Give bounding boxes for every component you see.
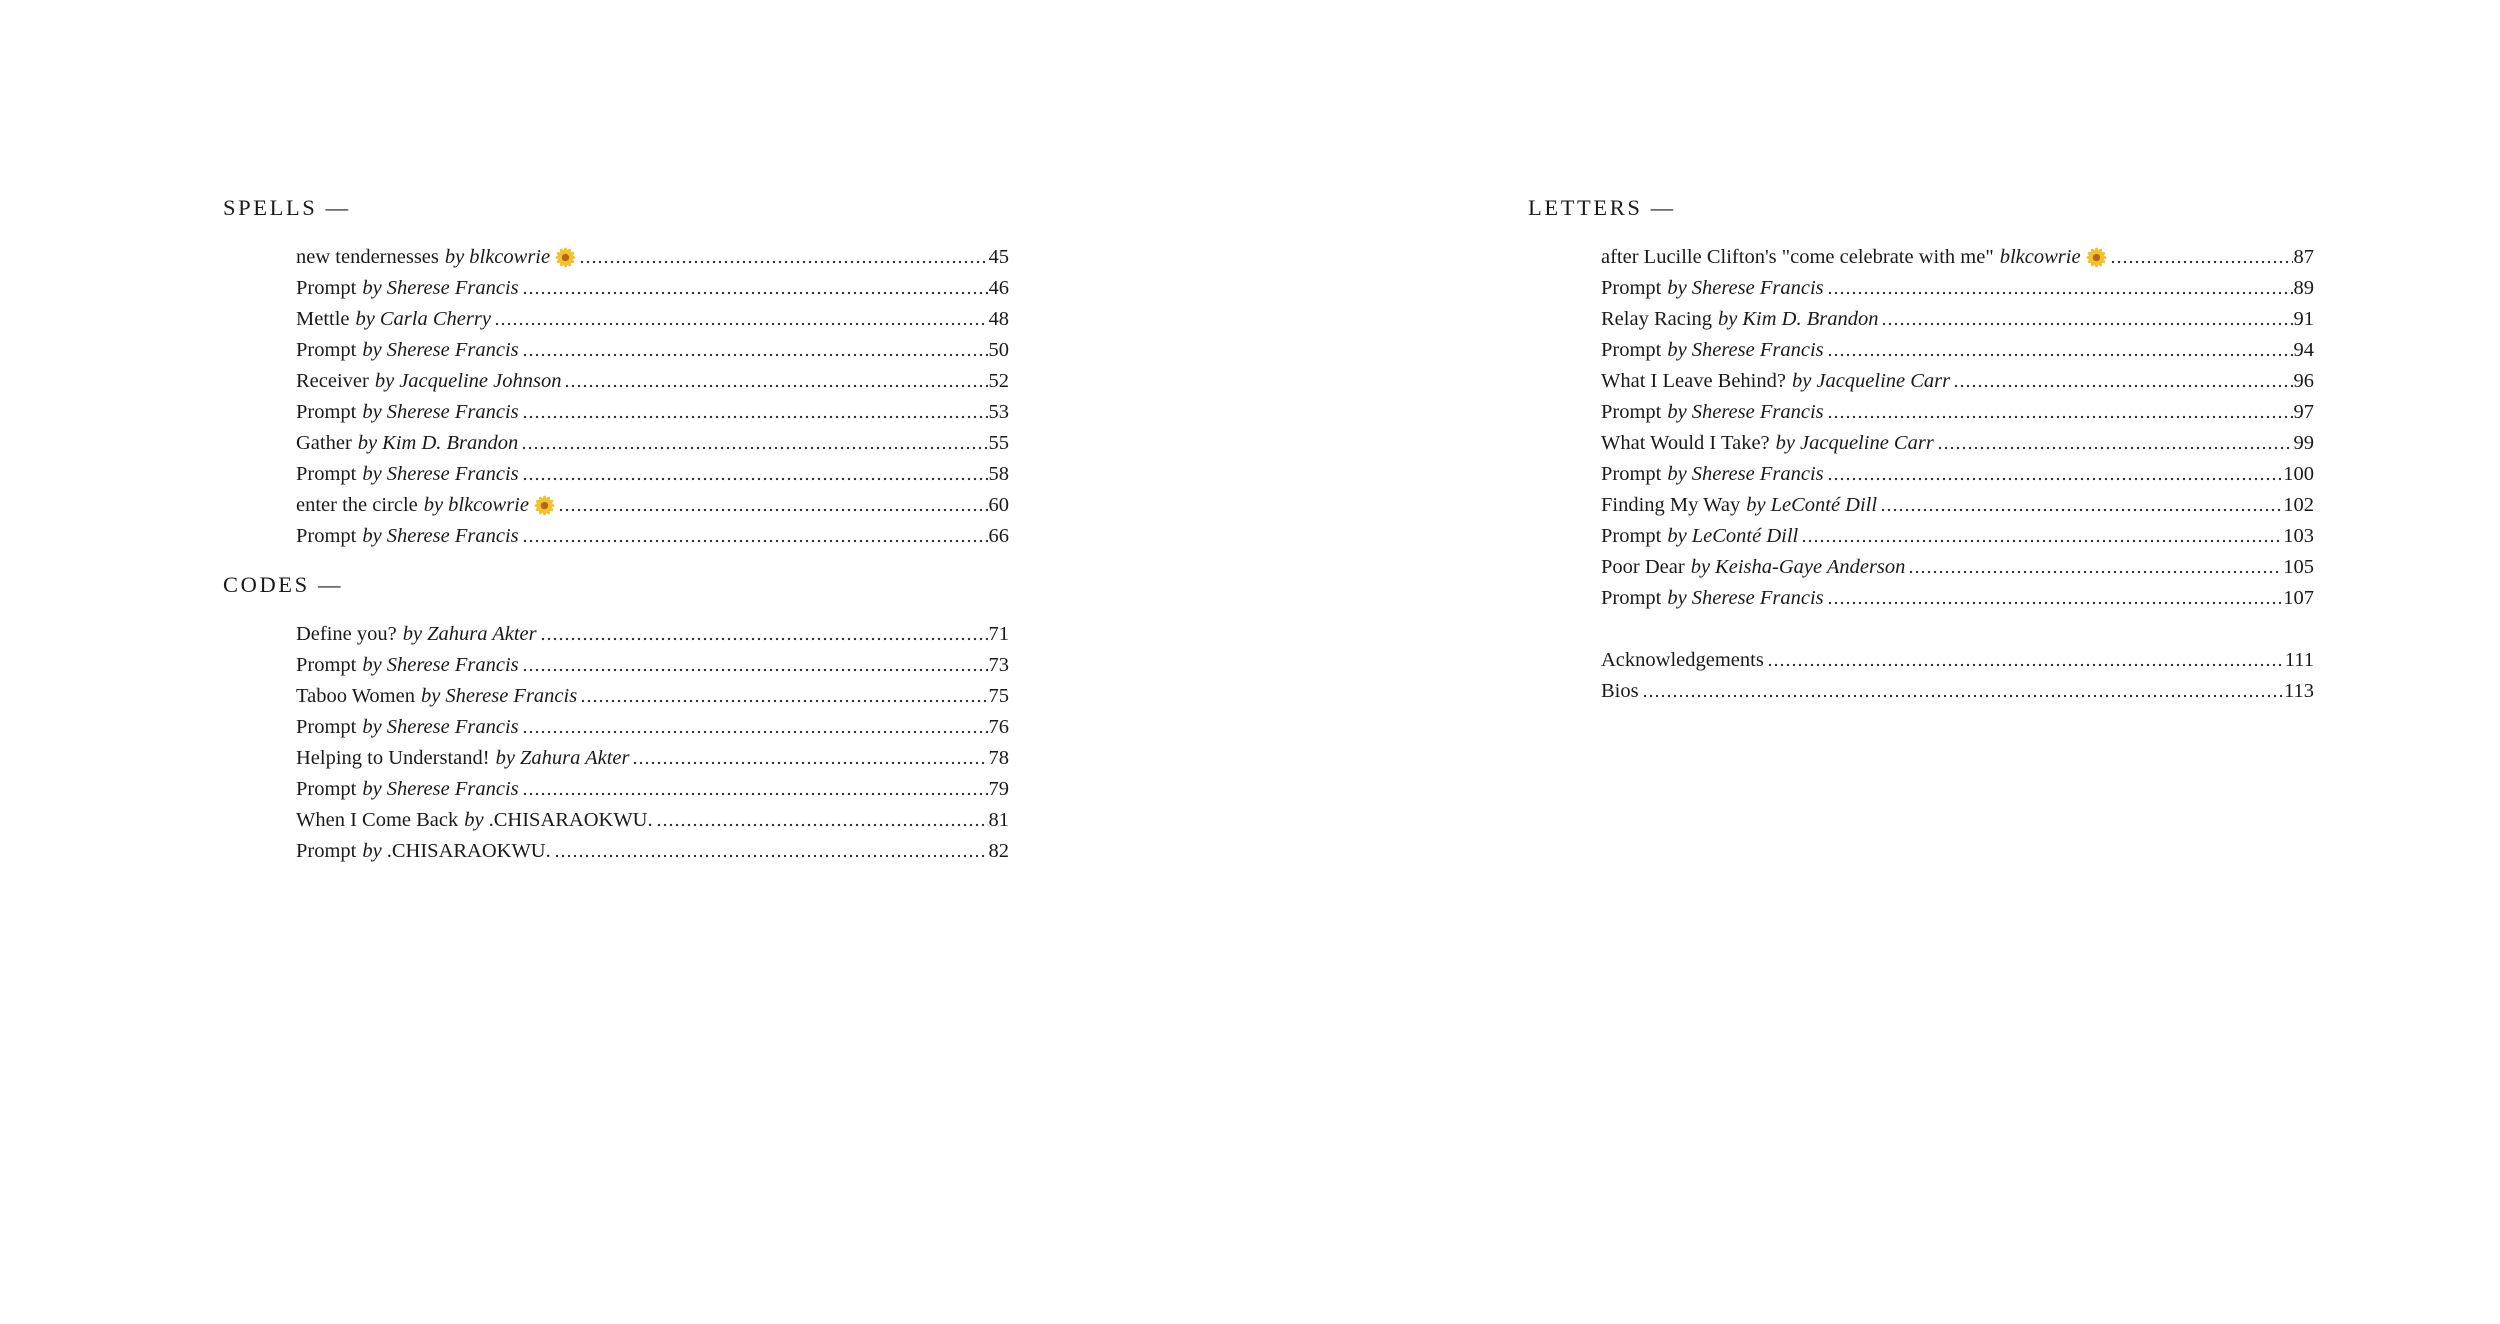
entry-author: Sherese Francis: [386, 463, 519, 485]
entry-by: by: [362, 277, 382, 299]
toc-entry[interactable]: [296, 805, 1009, 836]
entry-author: Sherese Francis: [386, 716, 519, 738]
entry-page-number: 45: [988, 246, 1009, 268]
dot-leader: [522, 289, 988, 297]
dot-leader: [1827, 475, 2283, 483]
toc-entry[interactable]: [296, 273, 1009, 304]
entry-by: by: [362, 716, 382, 738]
entry-by: by: [1791, 370, 1812, 392]
entry-title: Finding My Way: [1601, 494, 1741, 516]
entry-title: Prompt: [296, 654, 357, 676]
dot-leader: [1880, 506, 2282, 514]
entry-title: Prompt: [296, 525, 357, 547]
entry-title: Gather: [296, 432, 352, 454]
entry-page-number: 87: [2293, 246, 2314, 268]
toc-list-letters: [1601, 242, 2314, 707]
entry-title: Define you?: [296, 623, 397, 645]
entry-by: by: [495, 747, 515, 769]
section-heading-codes: CODES —: [223, 572, 344, 597]
entry-title: Helping to Understand!: [296, 747, 490, 769]
dot-leader: [521, 444, 987, 452]
entry-page-number: 53: [988, 401, 1009, 423]
entry-page-number: 105: [2283, 556, 2314, 578]
entry-author: Sherese Francis: [386, 339, 519, 361]
dot-leader: [1827, 413, 2293, 421]
entry-by: by: [1667, 525, 1687, 547]
dot-leader: [1908, 568, 2282, 576]
entry-by: by: [362, 840, 382, 862]
toc-entry[interactable]: [1601, 273, 2314, 304]
dot-leader: [540, 635, 988, 643]
toc-entry[interactable]: [296, 681, 1009, 712]
entry-title: Prompt: [1601, 277, 1662, 299]
entry-by: by: [362, 778, 382, 800]
entry-page-number: 81: [988, 809, 1009, 831]
sunflower-icon: [555, 247, 576, 268]
entry-page-number: 97: [2293, 401, 2314, 423]
entry-author: Jacqueline Carr: [1800, 432, 1934, 454]
entry-page-number: 66: [988, 525, 1009, 547]
entry-title: Prompt: [1601, 463, 1662, 485]
entry-title: Mettle: [296, 308, 350, 330]
entry-page-number: 48: [988, 308, 1009, 330]
toc-entry[interactable]: [1601, 583, 2314, 614]
entry-title: When I Come Back: [296, 809, 459, 831]
entry-by: by: [1667, 401, 1687, 423]
entry-author: blkcowrie: [469, 246, 551, 268]
entry-page-number: 50: [988, 339, 1009, 361]
entry-by: by: [420, 685, 441, 707]
toc-entry[interactable]: [1601, 552, 2314, 583]
entry-author: Carla Cherry: [379, 308, 491, 330]
dot-leader: [1642, 692, 2283, 700]
toc-entry[interactable]: [296, 397, 1009, 428]
dot-leader: [522, 790, 988, 798]
dot-leader: [579, 258, 987, 266]
entry-page-number: 58: [988, 463, 1009, 485]
dot-leader: [522, 351, 988, 359]
entry-title: Receiver: [296, 370, 369, 392]
entry-author: LeConté Dill: [1691, 525, 1799, 547]
entry-title: Prompt: [296, 277, 357, 299]
entry-by: by: [423, 494, 444, 516]
entry-author: LeConté Dill: [1770, 494, 1878, 516]
entry-page-number: 79: [988, 778, 1009, 800]
entry-author: Sherese Francis: [445, 685, 578, 707]
entry-author: Sherese Francis: [386, 654, 519, 676]
entry-page-number: 111: [2284, 649, 2314, 671]
entry-page-number: 55: [988, 432, 1009, 454]
dot-leader: [522, 413, 988, 421]
entry-author: .CHISARAOKWU.: [488, 809, 653, 831]
toc-list-spells: [296, 242, 1009, 552]
toc-entry[interactable]: [296, 304, 1009, 335]
dot-leader: [522, 537, 988, 545]
section-heading-spells: SPELLS —: [223, 195, 351, 220]
dot-leader: [632, 759, 987, 767]
dot-leader: [564, 382, 987, 390]
toc-entry[interactable]: [1601, 397, 2314, 428]
entry-author: blkcowrie: [448, 494, 529, 516]
entry-title: Taboo Women: [296, 685, 415, 707]
entry-by: by: [362, 654, 382, 676]
dot-leader: [522, 666, 988, 674]
entry-title: What I Leave Behind?: [1601, 370, 1786, 392]
entry-by: by: [1667, 277, 1687, 299]
entry-title: Prompt: [1601, 587, 1662, 609]
entry-page-number: 75: [988, 685, 1009, 707]
dot-leader: [1827, 599, 2283, 607]
entry-by: by: [1667, 463, 1687, 485]
toc-entry[interactable]: [1601, 490, 2314, 521]
dot-leader: [1767, 661, 2284, 669]
toc-entry[interactable]: [296, 743, 1009, 774]
entry-title: Prompt: [1601, 401, 1662, 423]
entry-author: Kim D. Brandon: [382, 432, 519, 454]
toc-entry[interactable]: [1601, 521, 2314, 552]
entry-title: Prompt: [296, 401, 357, 423]
entry-title: Prompt: [296, 840, 357, 862]
entry-page-number: 73: [988, 654, 1009, 676]
entry-by: by: [1667, 339, 1687, 361]
entry-title: Prompt: [1601, 525, 1662, 547]
entry-page-number: 71: [988, 623, 1009, 645]
toc-list-codes: [296, 619, 1009, 867]
entry-by: by: [1718, 308, 1738, 330]
toc-entry[interactable]: [1601, 428, 2314, 459]
entry-title: enter the circle: [296, 494, 418, 516]
entry-author: Jacqueline Johnson: [399, 370, 562, 392]
toc-entry[interactable]: [1601, 459, 2314, 490]
entry-page-number: 52: [988, 370, 1009, 392]
entry-author: Kim D. Brandon: [1742, 308, 1879, 330]
toc-entry[interactable]: [1601, 304, 2314, 335]
entry-title: new tendernesses: [296, 246, 439, 268]
entry-by: by: [362, 401, 382, 423]
entry-by: by: [362, 525, 382, 547]
toc-entry[interactable]: [296, 366, 1009, 397]
entry-author: Sherese Francis: [1691, 339, 1824, 361]
entry-page-number: 100: [2283, 463, 2314, 485]
sunflower-icon: [534, 495, 555, 516]
dot-leader: [1827, 351, 2293, 359]
entry-title: Relay Racing: [1601, 308, 1713, 330]
entry-title: Acknowledgements: [1601, 649, 1764, 671]
entry-author: Sherese Francis: [1691, 587, 1824, 609]
dot-leader: [1801, 537, 2282, 545]
entry-page-number: 60: [988, 494, 1009, 516]
entry-by: by: [362, 463, 382, 485]
entry-author: Zahura Akter: [519, 747, 630, 769]
toc-entry[interactable]: [1601, 645, 2314, 676]
entry-author: .CHISARAOKWU.: [386, 840, 551, 862]
entry-title: Prompt: [296, 716, 357, 738]
entry-author: Zahura Akter: [427, 623, 537, 645]
dot-leader: [522, 728, 988, 736]
entry-page-number: 46: [988, 277, 1009, 299]
toc-entry[interactable]: [296, 242, 1009, 273]
entry-page-number: 78: [988, 747, 1009, 769]
entry-by: by: [1667, 587, 1687, 609]
entry-page-number: 89: [2293, 277, 2314, 299]
toc-entry[interactable]: [296, 774, 1009, 805]
entry-title: Prompt: [296, 778, 357, 800]
entry-title: Prompt: [296, 339, 357, 361]
toc-entry[interactable]: [296, 459, 1009, 490]
spacer: [1601, 614, 2314, 645]
toc-entry[interactable]: [296, 619, 1009, 650]
entry-by: by: [464, 809, 484, 831]
dot-leader: [558, 506, 988, 514]
entry-page-number: 103: [2283, 525, 2314, 547]
entry-page-number: 113: [2284, 680, 2314, 702]
entry-page-number: 102: [2283, 494, 2314, 516]
toc-entry[interactable]: [296, 335, 1009, 366]
entry-author: Jacqueline Carr: [1816, 370, 1951, 392]
entry-title: What Would I Take?: [1601, 432, 1770, 454]
dot-leader: [1953, 382, 2292, 390]
toc-entry[interactable]: [1601, 335, 2314, 366]
entry-by: by: [374, 370, 395, 392]
entry-by: by: [402, 623, 423, 645]
entry-author: Sherese Francis: [386, 778, 519, 800]
entry-author: Sherese Francis: [1691, 463, 1824, 485]
entry-author: Sherese Francis: [386, 401, 519, 423]
entry-title: Prompt: [296, 463, 357, 485]
entry-title: Bios: [1601, 680, 1639, 702]
entry-page-number: 76: [988, 716, 1009, 738]
dot-leader: [580, 697, 987, 705]
entry-title: Poor Dear: [1601, 556, 1685, 578]
entry-title: after Lucille Clifton's "come celebrate with me": [1601, 246, 1994, 268]
entry-author: Sherese Francis: [1691, 401, 1824, 423]
entry-page-number: 94: [2293, 339, 2314, 361]
dot-leader: [2110, 258, 2293, 266]
toc-entry[interactable]: [296, 836, 1009, 867]
sunflower-icon: [2086, 247, 2107, 268]
entry-page-number: 99: [2293, 432, 2314, 454]
entry-author: Sherese Francis: [1691, 277, 1824, 299]
entry-author: Sherese Francis: [386, 525, 519, 547]
toc-entry[interactable]: [1601, 242, 2314, 273]
entry-by: by: [362, 339, 382, 361]
entry-by: by: [1775, 432, 1796, 454]
entry-author: Sherese Francis: [386, 277, 519, 299]
entry-title: Prompt: [1601, 339, 1662, 361]
entry-by: by: [357, 432, 378, 454]
dot-leader: [1881, 320, 2292, 328]
toc-entry[interactable]: [1601, 676, 2314, 707]
toc-entry[interactable]: [296, 650, 1009, 681]
entry-by: by: [444, 246, 465, 268]
dot-leader: [522, 475, 988, 483]
toc-entry[interactable]: [296, 521, 1009, 552]
dot-leader: [494, 320, 988, 328]
dot-leader: [1827, 289, 2293, 297]
section-heading-letters: LETTERS —: [1528, 195, 1676, 220]
toc-entry[interactable]: [296, 490, 1009, 521]
entry-page-number: 82: [988, 840, 1009, 862]
toc-entry[interactable]: [1601, 366, 2314, 397]
dot-leader: [554, 852, 988, 860]
entry-by: by: [1746, 494, 1766, 516]
toc-entry[interactable]: [296, 428, 1009, 459]
entry-author: Keisha-Gaye Anderson: [1715, 556, 1906, 578]
entry-author: blkcowrie: [1999, 246, 2081, 268]
toc-entry[interactable]: [296, 712, 1009, 743]
dot-leader: [1937, 444, 2293, 452]
entry-by: by: [1690, 556, 1711, 578]
entry-page-number: 107: [2283, 587, 2314, 609]
dot-leader: [656, 821, 988, 829]
entry-page-number: 96: [2293, 370, 2314, 392]
entry-page-number: 91: [2293, 308, 2314, 330]
entry-by: by: [355, 308, 375, 330]
